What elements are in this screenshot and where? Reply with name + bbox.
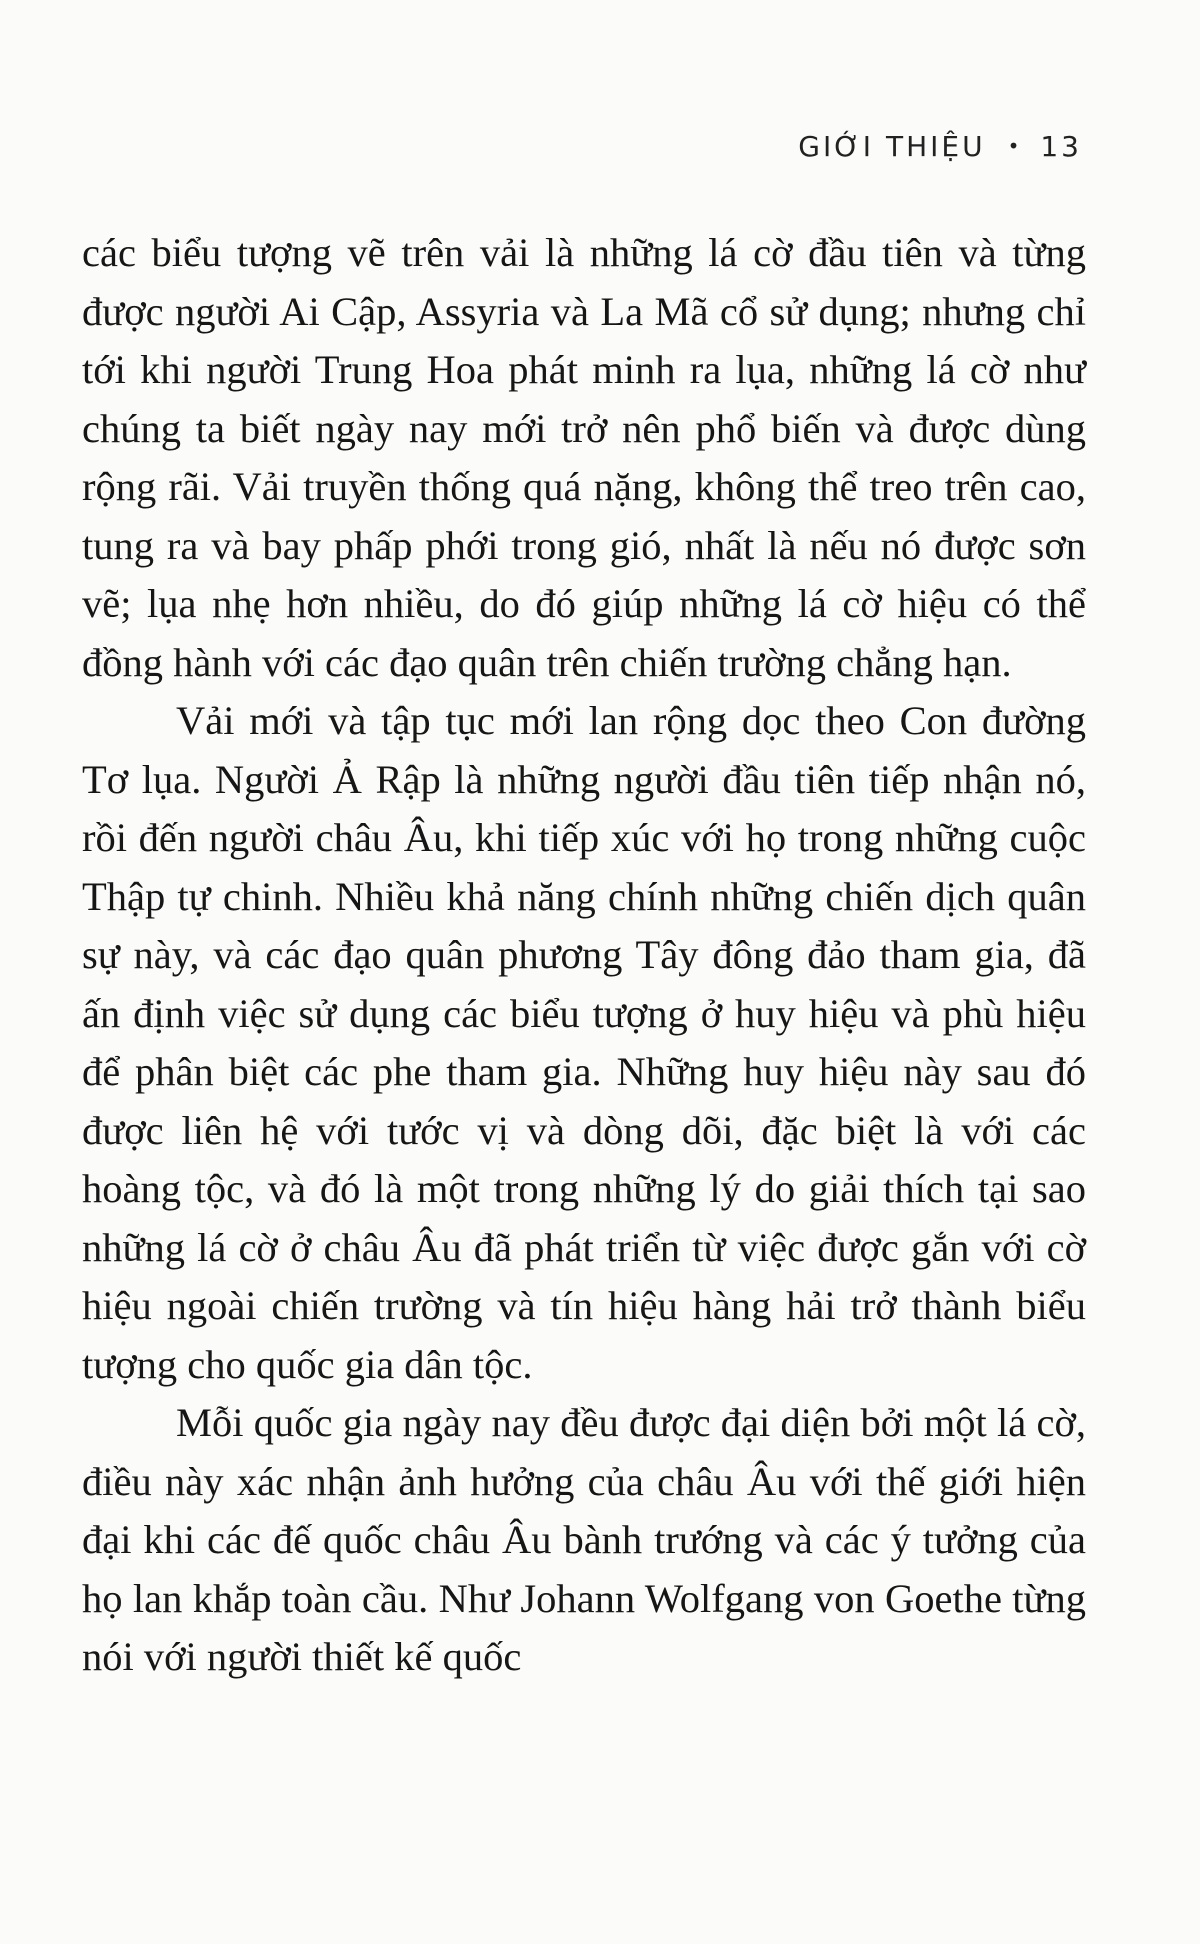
paragraph-modern-flags: Mỗi quốc gia ngày nay đều được đại diện bởi một lá cờ, điều này xác nhận ảnh hưởng của châu Âu với thế giới hiện đại khi các đế quốc châu Âu bành trướng và các ý tưởng của họ lan khắp toàn cầu. Như Johann Wolfgang von Goethe từng nói với người thiết kế quốc (82, 1400, 1086, 1679)
page-number: 13 (1040, 130, 1082, 163)
paragraph-continued: các biểu tượng vẽ trên vải là những lá cờ đầu tiên và từng được người Ai Cập, Assyria và La Mã cổ sử dụng; nhưng chỉ tới khi người Trung Hoa phát minh ra lụa, những lá cờ như chúng ta biết ngày nay mới trở nên phổ biến và được dùng rộng rãi. Vải truyền thống quá nặng, không thể treo trên cao, tung ra và bay phấp phới trong gió, nhất là nếu nó được sơn vẽ; lụa nhẹ hơn nhiều, do đó giúp những lá cờ hiệu có thể đồng hành với các đạo quân trên chiến trường chẳng hạn. (82, 230, 1086, 685)
body-text (82, 224, 1086, 1687)
section-title: GIỚI THIỆU (798, 130, 986, 163)
paragraph-silk-road: Vải mới và tập tục mới lan rộng dọc theo Con đường Tơ lụa. Người Ả Rập là những người đầu tiên tiếp nhận nó, rồi đến người châu Âu, khi tiếp xúc với họ trong những cuộc Thập tự chinh. Nhiều khả năng chính những chiến dịch quân sự này, và các đạo quân phương Tây đông đảo tham gia, đã ấn định việc sử dụng các biểu tượng ở huy hiệu và phù hiệu để phân biệt các phe tham gia. Những huy hiệu này sau đó được liên hệ với tước vị và dòng dõi, đặc biệt là với các hoàng tộc, và đó là một trong những lý do giải thích tại sao những lá cờ ở châu Âu đã phát triển từ việc được gắn với cờ hiệu ngoài chiến trường và tín hiệu hàng hải trở thành biểu tượng cho quốc gia dân tộc. (82, 698, 1086, 1387)
separator-bullet: • (1007, 134, 1023, 158)
running-head (798, 130, 1082, 163)
